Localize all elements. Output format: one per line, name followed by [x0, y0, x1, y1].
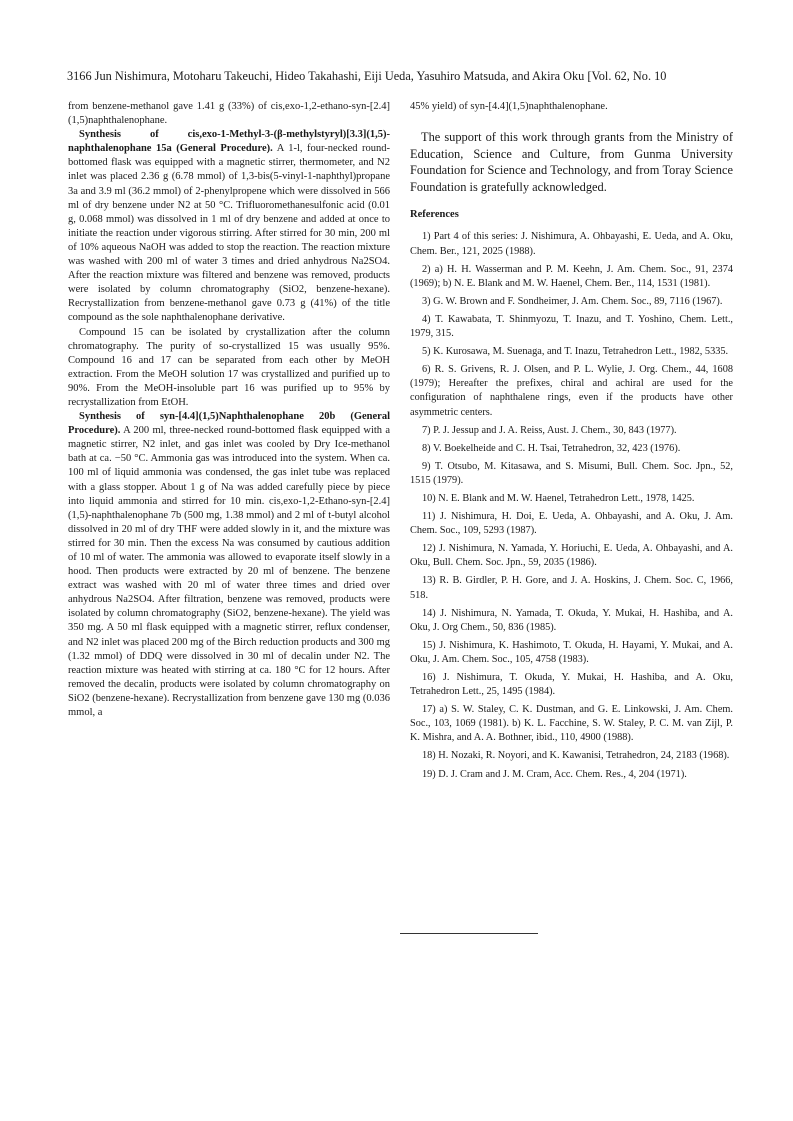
reference-item: 5) K. Kurosawa, M. Suenaga, and T. Inazu, Tetrahedron Lett., 1982, 5335. [422, 346, 729, 358]
reference-item: 6) R. S. Grivens, R. J. Olsen, and P. L. Wylie, J. Org. Chem., 44, 1608 (1979); Hereafter the prefixes, chiral and achiral are used for the configuration of naphthalene rings, even if the products have other asymmetric centers. [410, 364, 733, 418]
end-rule [400, 933, 538, 934]
paragraph-body: A 1-l, four-necked round-bottomed flask was equipped with a magnetic stirrer, thermometer, and N2 inlet was placed 2.36 g (6.78 mmol) of 1,3-bis(5-vinyl-1-naphthyl)propane 3a and 3.9 ml (36.2 mmol) of 2-phenylpropene which were dissolved in 566 ml of dry benzene under N2 at 50 °C. Trifluoromethanesulfonic acid (0.01 g, 0.068 mmol) was dissolved in 1 ml of dry benzene and added at once to initiate the reaction under vigorous stirring. After stirred for 30 min, 200 ml of 10% aqueous NaOH was added to stop the reaction. The reaction mixture was washed with 200 ml of water 3 times and dried anhydrous Na2SO4. After the reaction mixture was filtered and benzene was removed, products were isolated by column chromatography (SiO2, benzene-hexane). Recrystallization from benzene-methanol gave 0.73 g (41%) of the title compound as the sole naphthalenophane derivative. [68, 143, 391, 324]
reference-item: 18) H. Nozaki, R. Noyori, and K. Kawanisi, Tetrahedron, 24, 2183 (1968). [422, 750, 730, 762]
reference-item: 15) J. Nishimura, K. Hashimoto, T. Okuda, H. Hayami, Y. Mukai, and A. Oku, J. Am. Chem. Soc., 105, 4758 (1983). [410, 639, 733, 665]
section-heading-20b: Synthesis of syn-[4.4](1,5)Naphthalenophane 20b (General Procedure). [68, 411, 390, 437]
reference-item: 16) J. Nishimura, T. Okuda, Y. Mukai, H. Hashiba, and A. Oku, Tetrahedron Lett., 25, 1495 (1984). [410, 672, 733, 698]
left-column [68, 100, 390, 720]
reference-item: 10) N. E. Blank and M. W. Haenel, Tetrahedron Lett., 1978, 1425. [422, 492, 695, 504]
reference-item: 9) T. Otsubo, M. Kitasawa, and S. Misumi, Bull. Chem. Soc. Jpn., 52, 1515 (1979). [410, 460, 733, 486]
reference-item: 4) T. Kawabata, T. Shinmyozu, T. Inazu, and T. Yoshino, Chem. Lett., 1979, 315. [410, 313, 733, 340]
right-column [410, 100, 733, 786]
reference-item: 1) Part 4 of this series: J. Nishimura, A. Ohbayashi, E. Ueda, and A. Oku, Chem. Ber., 121, 2025 (1988). [410, 231, 733, 257]
paragraph-continuation: 45% yield) of syn-[4.4](1,5)naphthalenophane. [410, 101, 608, 112]
paragraph-synthesis-20b [68, 410, 390, 720]
reference-item: 19) D. J. Cram and J. M. Cram, Acc. Chem. Res., 4, 204 (1971). [422, 768, 687, 780]
reference-item: 7) P. J. Jessup and J. A. Reiss, Aust. J. Chem., 30, 843 (1977). [422, 424, 677, 436]
running-header: 3166 Jun Nishimura, Motoharu Takeuchi, Hideo Takahashi, Eiji Ueda, Yasuhiro Matsuda, and Akira Oku [Vol. 62, No. 10 [67, 69, 667, 83]
paragraph-body: A 200 ml, three-necked round-bottomed flask equipped with a magnetic stirrer, N2 inlet, and gas inlet was cooled by Dry Ice-methanol bath at ca. −50 °C. Ammonia gas was introduced into the system. When ca. 100 ml of liquid ammonia was condensed, the gas inlet tube was replaced with a glass stopper. About 1 g of Na was added carefully piece by piece into liquid ammonia and stirred for 10 min. cis,exo-1,2-Ethano-syn-[2.4](1,5)-naphthalenophane 7b (500 mg, 1.38 mmol) and 2 ml of t-butyl alcohol dissolved in 20 ml of dry THF were added slowly in it, and the mixture was stirred for 30 min. Then the excess Na was consumed by cautious addition of 10 ml of water. The ammonia was allowed to evaporate itself slowly in a hood. Then products were extracted by 20 ml of benzene. The benzene extract was washed with 20 ml of water three times and dried over anhydrous Na2SO4. After filtration, benzene was removed, products were isolated by column chromatography (SiO2, benzene-hexane). The yield was 350 mg. A 50 ml flask equipped with a magnetic stirrer, reflux condenser, and N2 inlet was placed 200 mg of the Birch reduction products and 300 mg (1.32 mmol) of DDQ were dissolved in 30 ml of decalin under N2. The reaction mixture was heated with stirring at ca. 180 °C for 12 hours. After removed the decalin, products were isolated by column chromatography on SiO2 (benzene-hexane). Recrystallization from benzene gave 130 mg (0.036 mmol, a [68, 425, 390, 719]
acknowledgement: The support of this work through grants from the Ministry of Education, Science and Culture, from Gunma University Foundation for Science and Technology, and from Toray Science Foundation is gratefully acknowledged. [410, 130, 733, 194]
reference-item: 3) G. W. Brown and F. Sondheimer, J. Am. Chem. Soc., 89, 7116 (1967). [422, 295, 723, 307]
reference-item: 13) R. B. Girdler, P. H. Gore, and J. A. Hoskins, J. Chem. Soc. C, 1966, 518. [410, 575, 733, 601]
reference-list [410, 230, 733, 781]
paragraph-continuation: from benzene-methanol gave 1.41 g (33%) of cis,exo-1,2-ethano-syn-[2.4](1,5)naphthalenophane. [68, 101, 390, 127]
reference-item: 12) J. Nishimura, N. Yamada, Y. Horiuchi, E. Ueda, A. Ohbayashi, and A. Oku, Bull. Chem. Soc. Jpn., 59, 2035 (1986). [410, 543, 733, 569]
section-heading-15a: Synthesis of cis,exo-1-Methyl-3-(β-methylstyryl)[3.3](1,5)-naphthalenophane 15a (General Procedure). [68, 129, 390, 155]
paragraph-compound-15: Compound 15 can be isolated by crystallization after the column chromatography. The purity of so-crystallized 15 was usually 95%. Compound 16 and 17 can be separated from each other by MeOH extraction. From the MeOH solution 17 was crystallized and purified up to 90%. From the MeOH-insoluble part 16 was purified up to 95% by recrystallization from EtOH. [68, 326, 390, 408]
reference-item: 14) J. Nishimura, N. Yamada, T. Okuda, Y. Mukai, H. Hashiba, and A. Oku, J. Org Chem., 50, 836 (1985). [410, 607, 733, 633]
paragraph-synthesis-15a [68, 128, 390, 325]
reference-item: 11) J. Nishimura, H. Doi, E. Ueda, A. Ohbayashi, and A. Oku, J. Am. Chem. Soc., 109, 5293 (1987). [410, 511, 733, 537]
references-heading: References [410, 209, 459, 221]
reference-item: 17) a) S. W. Staley, C. K. Dustman, and G. E. Linkowski, J. Am. Chem. Soc., 103, 1069 (1981). b) K. L. Facchine, S. W. Staley, P. C. M. van Zijl, P. K. Mishra, and A. A. Bothner, ibid., 110, 4900 (1988). [410, 704, 733, 744]
reference-item: 8) V. Boekelheide and C. H. Tsai, Tetrahedron, 32, 423 (1976). [422, 442, 681, 454]
reference-item: 2) a) H. H. Wasserman and P. M. Keehn, J. Am. Chem. Soc., 91, 2374 (1969); b) N. E. Blank and M. W. Haenel, Chem. Ber., 114, 1531 (1981). [410, 263, 733, 289]
